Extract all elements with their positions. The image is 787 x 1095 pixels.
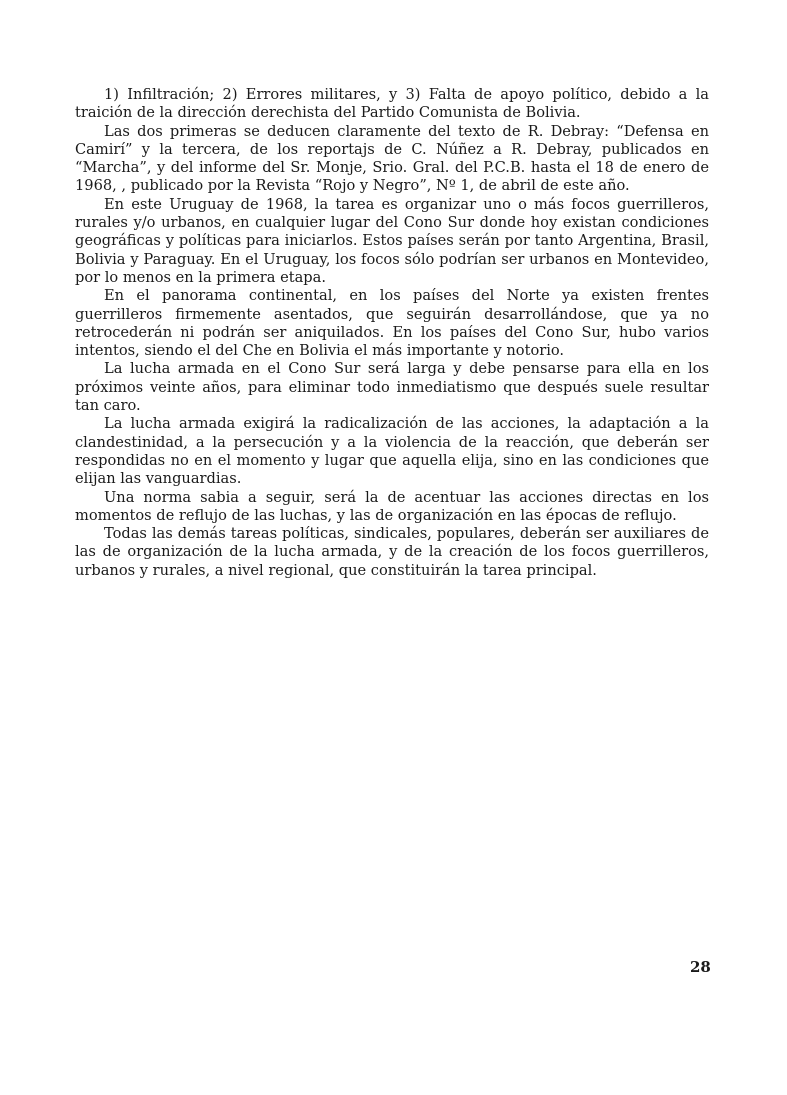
paragraph-5: La lucha armada en el Cono Sur será larga y debe pensarse para ella en los próximos veinte años, para eliminar todo inmediatismo que después suele resultar tan caro. xyxy=(75,360,709,415)
paragraph-6: La lucha armada exigirá la radicalización de las acciones, la adaptación a la clandestinidad, a la persecución y a la violencia de la reacción, que deberán ser respondidas no en el momento y lugar que aquella elija, sino en las condiciones que elijan las vanguardias. xyxy=(75,415,709,488)
paragraph-2: Las dos primeras se deducen claramente del texto de R. Debray: “Defensa en Camirí” y la tercera, de los reportajs de C. Núñez a R. Debray, publicados en “Marcha”, y del informe del Sr. Monje, Srio. Gral. del P.C.B. hasta el 18 de enero de 1968, , publicado por la Revista “Rojo y Negro”, Nº 1, de abril de este año. xyxy=(75,122,709,195)
paragraph-3: En este Uruguay de 1968, la tarea es organizar uno o más focos guerrilleros, rurales y/o urbanos, en cualquier lugar del Cono Sur donde hoy existan condiciones geográficas y políticas para iniciarlos. Estos países serán por tanto Argentina, Brasil, Bolivia y Paraguay. En el Uruguay, los focos sólo podrían ser urbanos en Montevideo, por lo menos en la primera etapa. xyxy=(75,195,709,286)
paragraph-1: 1) Infiltración; 2) Errores militares, y 3) Falta de apoyo político, debido a la traición de la dirección derechista del Partido Comunista de Bolivia. xyxy=(75,86,709,122)
paragraph-7: Una norma sabia a seguir, será la de acentuar las acciones directas en los momentos de reflujo de las luchas, y las de organización en las épocas de reflujo. xyxy=(75,488,709,524)
page-number: 28 xyxy=(690,958,711,976)
body-text xyxy=(75,86,709,580)
paragraph-4: En el panorama continental, en los países del Norte ya existen frentes guerrilleros firmemente asentados, que seguirán desarrollándose, que ya no retrocederán ni podrán ser aniquilados. En los países del Cono Sur, hubo varios intentos, siendo el del Che en Bolivia el más importante y notorio. xyxy=(75,287,709,360)
paragraph-8: Todas las demás tareas políticas, sindicales, populares, deberán ser auxiliares de las de organización de la lucha armada, y de la creación de los focos guerrilleros, urbanos y rurales, a nivel regional, que constituirán la tarea principal. xyxy=(75,525,709,579)
